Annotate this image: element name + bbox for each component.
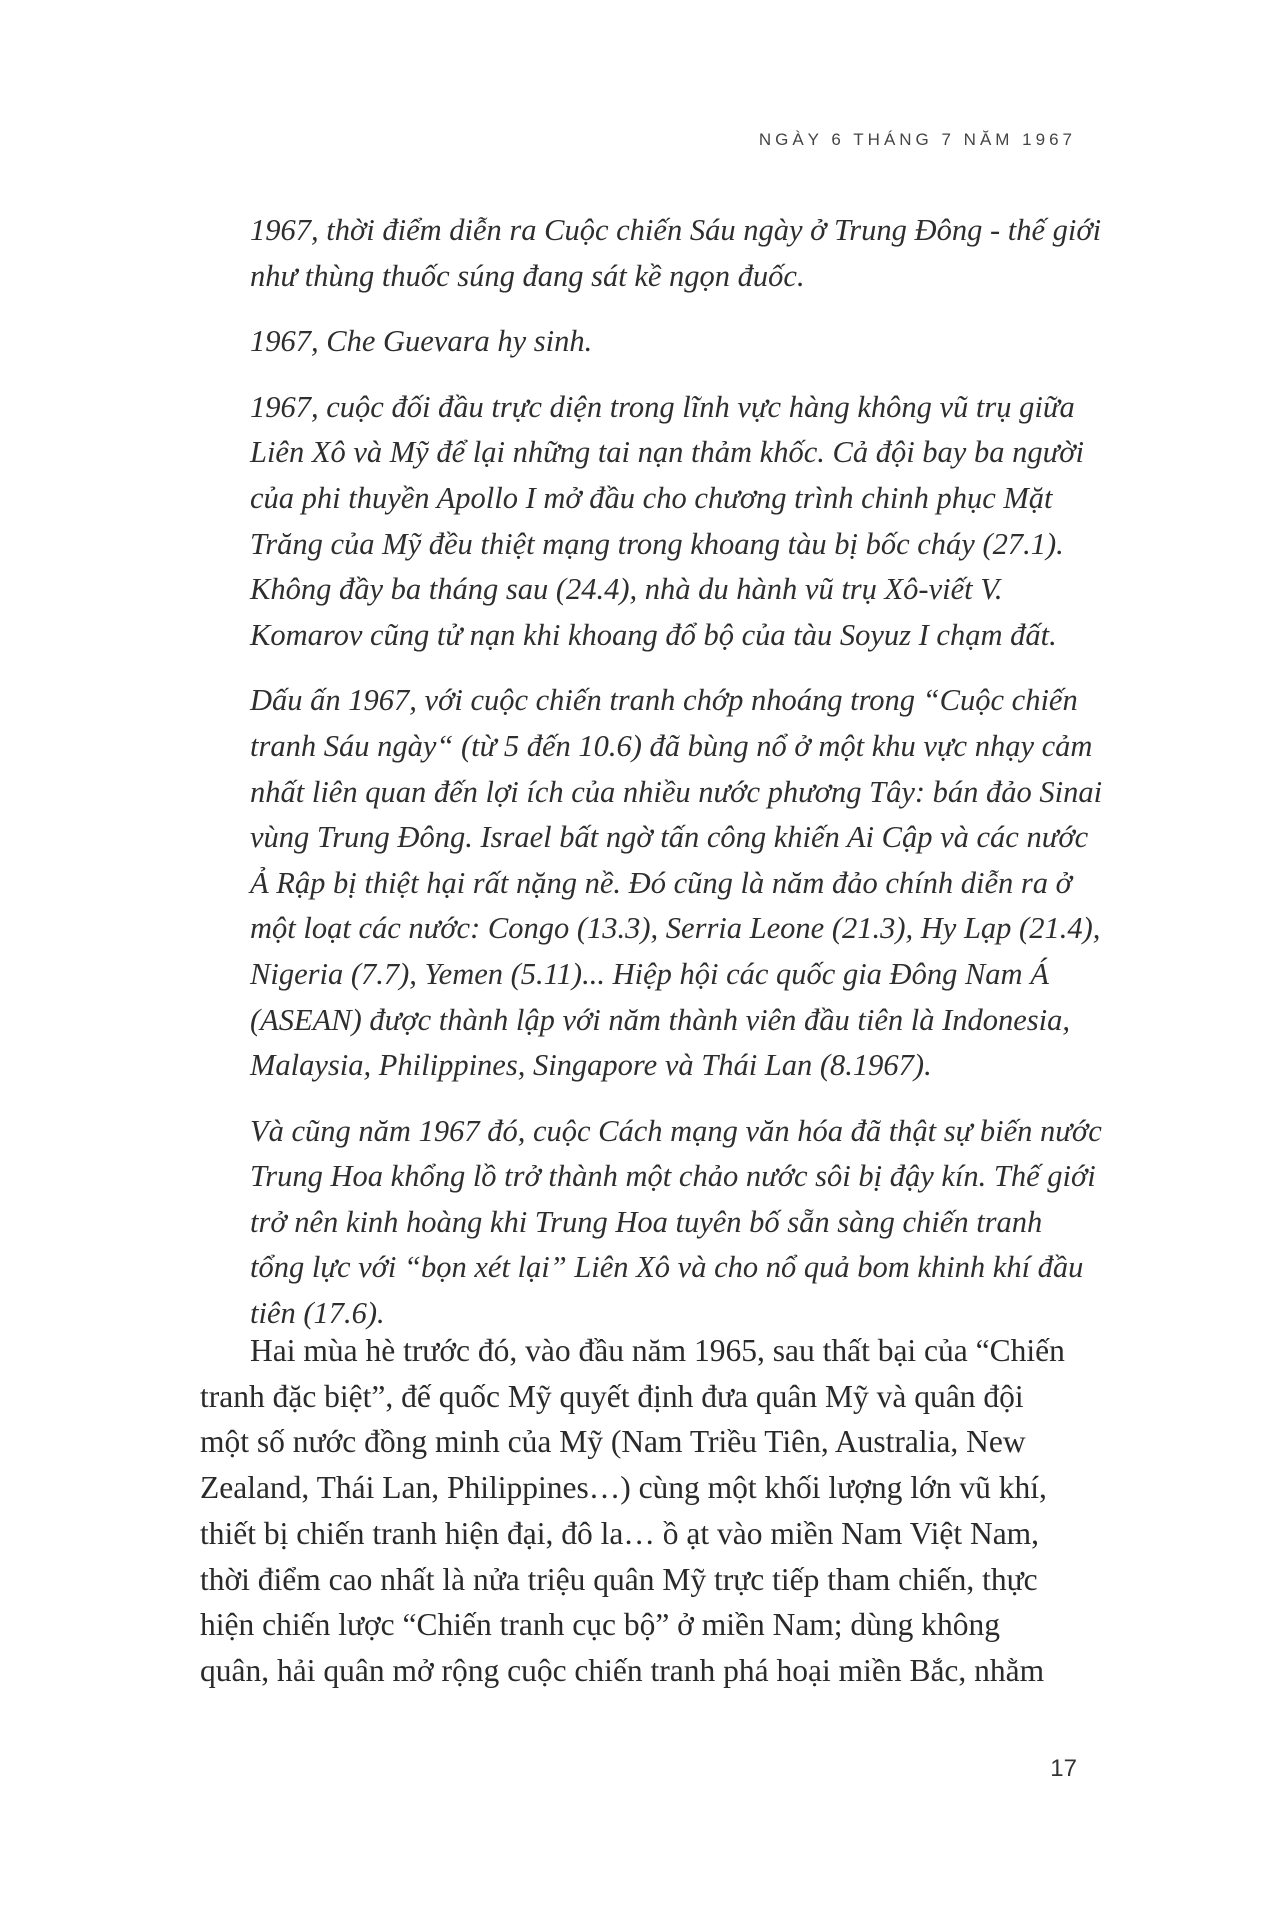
text-line: 1967, cuộc đối đầu trực diện trong lĩnh vực hàng không vũ trụ giữa xyxy=(250,389,1075,424)
text-line: thiết bị chiến tranh hiện đại, đô la… ồ ạt vào miền Nam Việt Nam, xyxy=(200,1515,1040,1551)
italic-paragraph xyxy=(250,385,1084,659)
italic-chronology xyxy=(250,208,1103,1357)
body-text xyxy=(200,1328,1078,1694)
text-line: quân, hải quân mở rộng cuộc chiến tranh phá hoại miền Bắc, nhằm xyxy=(200,1652,1045,1688)
text-line: trở nên kinh hoàng khi Trung Hoa tuyên bố sẵn sàng chiến tranh xyxy=(250,1204,1043,1239)
italic-paragraph xyxy=(250,319,1078,365)
text-line: nhất liên quan đến lợi ích của nhiều nước phương Tây: bán đảo Sinai xyxy=(250,774,1103,809)
text-line: 1967, Che Guevara hy sinh. xyxy=(250,324,593,359)
text-line: của phi thuyền Apollo I mở đầu cho chương trình chinh phục Mặt xyxy=(250,480,1053,515)
text-line: Trung Hoa khổng lồ trở thành một chảo nước sôi bị đậy kín. Thế giới xyxy=(250,1159,1096,1194)
text-line: Dấu ấn 1967, với cuộc chiến tranh chớp nhoáng trong “Cuộc chiến xyxy=(250,683,1078,718)
text-line: tiên (17.6). xyxy=(250,1296,385,1331)
text-line: một số nước đồng minh của Mỹ (Nam Triều Tiên, Australia, New xyxy=(200,1424,1026,1460)
page-number: 17 xyxy=(1050,1755,1077,1782)
text-line: 1967, thời điểm diễn ra Cuộc chiến Sáu ngày ở Trung Đông - thế giới xyxy=(250,213,1102,247)
text-line: tổng lực với “bọn xét lại” Liên Xô và cho nổ quả bom khinh khí đầu xyxy=(250,1250,1084,1285)
text-line: thời điểm cao nhất là nửa triệu quân Mỹ trực tiếp tham chiến, thực xyxy=(200,1561,1038,1597)
text-line: Zealand, Thái Lan, Philippines…) cùng một khối lượng lớn vũ khí, xyxy=(200,1470,1047,1506)
text-line: tranh đặc biệt”, đế quốc Mỹ quyết định đưa quân Mỹ và quân đội xyxy=(200,1378,1024,1414)
text-line: Liên Xô và Mỹ để lại những tai nạn thảm khốc. Cả đội bay ba người xyxy=(250,435,1084,470)
text-line: Không đầy ba tháng sau (24.4), nhà du hành vũ trụ Xô-viết V. xyxy=(250,572,1003,607)
text-line: Hai mùa hè trước đó, vào đầu năm 1965, sau thất bại của “Chiến xyxy=(250,1333,1065,1368)
text-line: Và cũng năm 1967 đó, cuộc Cách mạng văn hóa đã thật sự biến nước xyxy=(250,1113,1102,1148)
body-paragraph xyxy=(200,1328,1078,1694)
text-line: như thùng thuốc súng đang sát kề ngọn đuốc. xyxy=(250,258,805,293)
italic-paragraph xyxy=(250,678,1103,1088)
text-line: Komarov cũng tử nạn khi khoang đổ bộ của tàu Soyuz I chạm đất. xyxy=(250,617,1057,652)
text-line: Trăng của Mỹ đều thiệt mạng trong khoang tàu bị bốc cháy (27.1). xyxy=(250,526,1064,561)
text-line: một loạt các nước: Congo (13.3), Serria Leone (21.3), Hy Lạp (21.4), xyxy=(250,911,1101,946)
text-line: (ASEAN) được thành lập với năm thành viên đầu tiên là Indonesia, xyxy=(250,1002,1071,1037)
running-header: NGÀY 6 THÁNG 7 NĂM 1967 xyxy=(758,130,1076,149)
text-line: Ả Rập bị thiệt hại rất nặng nề. Đó cũng là năm đảo chính diễn ra ở xyxy=(250,865,1072,900)
text-line: Nigeria (7.7), Yemen (5.11)... Hiệp hội các quốc gia Đông Nam Á xyxy=(250,956,1049,991)
text-line: vùng Trung Đông. Israel bất ngờ tấn công khiến Ai Cập và các nước xyxy=(250,820,1089,855)
text-line: hiện chiến lược “Chiến tranh cục bộ” ở miền Nam; dùng không xyxy=(200,1607,1001,1643)
text-line: tranh Sáu ngày“ (từ 5 đến 10.6) đã bùng nổ ở một khu vực nhạy cảm xyxy=(250,728,1093,763)
text-line: Malaysia, Philippines, Singapore và Thái Lan (8.1967). xyxy=(250,1048,932,1083)
italic-paragraph xyxy=(250,1109,1102,1337)
italic-paragraph xyxy=(250,208,1102,299)
